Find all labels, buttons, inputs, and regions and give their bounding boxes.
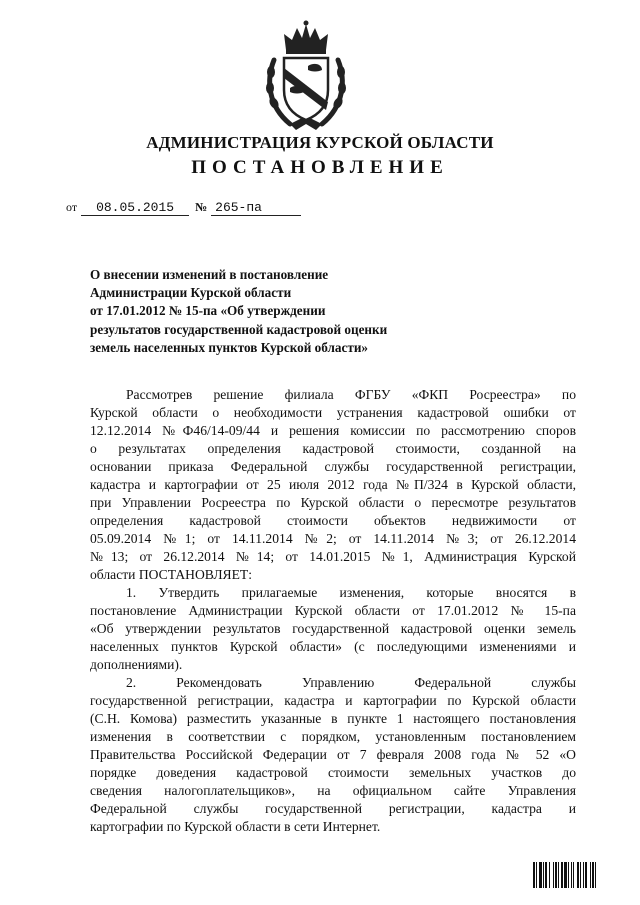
body-line: 05.09.2014 №1; от 14.11.2014 №2; от 14.11.2014 №3; от 26.12.2014 xyxy=(90,531,576,546)
subject-line: Администрации Курской области xyxy=(90,285,292,301)
body-line: порядке доведения кадастровой стоимости земельных участков до xyxy=(90,765,576,780)
body-line: «Об утверждении результатов государственной кадастровой оценки земель xyxy=(90,621,576,636)
subject-line: земель населенных пунктов Курской области» xyxy=(90,339,369,355)
body-line: 1. Утвердить прилагаемые изменения, которые вносятся в xyxy=(126,585,576,600)
body-line: сведения налогоплательщиков», на официальном сайте Управления xyxy=(90,783,576,798)
body-line: государственной регистрации, кадастра и картографии по Курской области xyxy=(90,693,576,708)
body-line: населенных пунктов Курской области» (с последующими изменениями и xyxy=(90,639,576,654)
body-line: кадастра и картографии от 25 июля 2012 года №П/324 в Курской области, xyxy=(90,477,576,492)
body-line: Курской области о необходимости устранения кадастровой ошибки от xyxy=(90,405,576,420)
subject-line: О внесении изменений в постановление xyxy=(90,267,329,282)
body-line: 12.12.2014 №Ф46/14-09/44 и решения комиссии по рассмотрению споров xyxy=(90,423,576,438)
body-line: основании приказа Федеральной службы государственной регистрации, xyxy=(90,459,576,474)
body-line: Рассмотрев решение филиала ФГБУ «ФКП Росреестра» по xyxy=(126,387,576,402)
subject-line: результатов государственной кадастровой оценки xyxy=(90,321,388,337)
document-type-title: ПОСТАНОВЛЕНИЕ xyxy=(191,157,449,178)
document-subject xyxy=(90,266,430,357)
barcode-icon xyxy=(533,862,621,888)
body-line: 2. Рекомендовать Управлению Федеральной службы xyxy=(126,675,576,690)
body-line: Федеральной службы государственной регистрации, кадастра и xyxy=(90,801,576,816)
date-label: от xyxy=(66,200,78,214)
body-line: №13; от 26.12.2014 №14; от 14.01.2015 №1, Администрация Курской xyxy=(90,549,576,564)
number-value: 265-па xyxy=(211,201,301,216)
body-line: Правительства Российской Федерации от 7 февраля 2008 года № 52 «О xyxy=(90,747,576,762)
body-line: картографии по Курской области в сети Интернет. xyxy=(90,819,381,834)
coat-of-arms-icon xyxy=(264,20,348,132)
document-meta xyxy=(66,200,301,216)
number-label: № xyxy=(195,200,208,214)
subject-line: от 17.01.2012 № 15-па «Об утверждении xyxy=(90,303,326,319)
document-body xyxy=(90,386,576,836)
body-line: при Управлении Росреестра по Курской области о пересмотре результатов xyxy=(90,495,576,510)
body-line: определения кадастровой стоимости объектов недвижимости от xyxy=(90,513,576,528)
date-value: 08.05.2015 xyxy=(81,201,189,216)
administration-title: АДМИНИСТРАЦИЯ КУРСКОЙ ОБЛАСТИ xyxy=(146,133,494,152)
body-line: области ПОСТАНОВЛЯЕТ: xyxy=(90,567,253,582)
body-line: (С.Н. Комова) разместить указанные в пункте 1 настоящего постановления xyxy=(90,711,576,726)
body-line: о результатах определения кадастровой стоимости, созданной на xyxy=(90,441,576,456)
body-line: дополнениями). xyxy=(90,657,183,672)
body-line: постановление Администрации Курской области от 17.01.2012 № 15-па xyxy=(90,603,576,618)
body-line: изменения в соответствии с порядком, установленным постановлением xyxy=(90,729,576,744)
